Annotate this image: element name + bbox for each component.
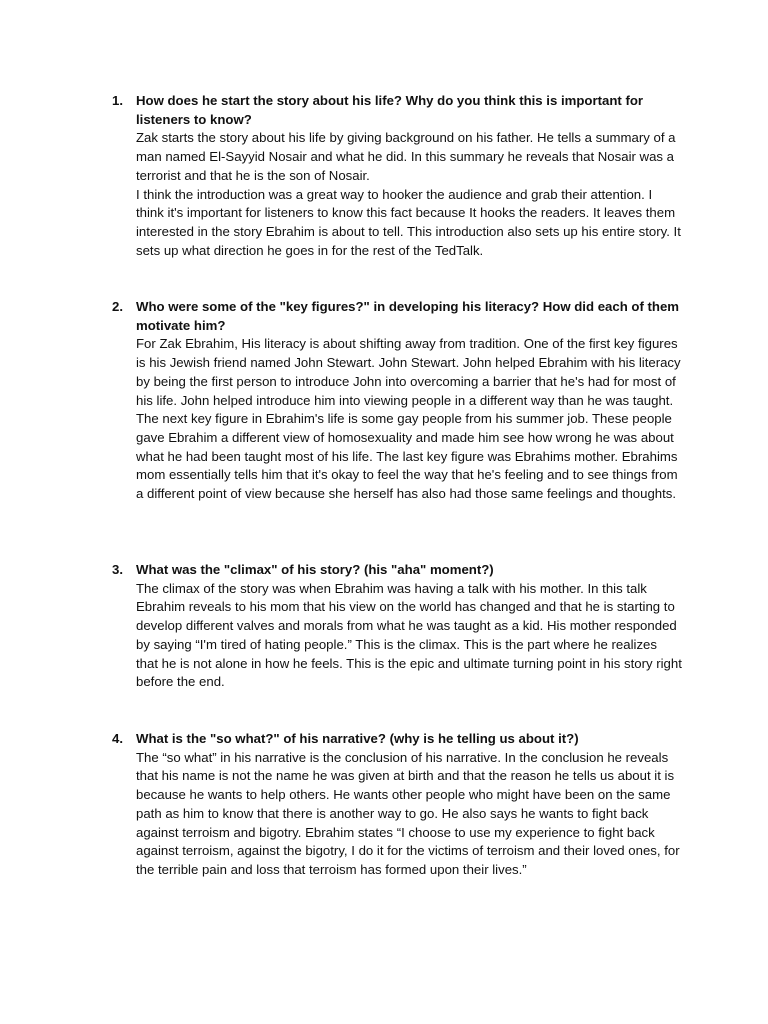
- answer-paragraph: For Zak Ebrahim, His literacy is about shifting away from tradition. One of the first key figures is his Jewish friend named John Stewart. John Stewart. John helped Ebrahim with his literacy by being the first person to introduce John into overcoming a barrier that he's had for most of his life. John helped introduce him into viewing people in a different way than he was taught. The next key figure in Ebrahim's life is some gay people from his summer job. These people gave Ebrahim a different view of homosexuality and made him see how wrong he was about what he had been taught most of his life. The last key figure was Ebrahims mother. Ebrahims mom essentially tells him that it's okay to feel the way that he's feeling and to see things from a different point of view because she herself has also had those same feelings and thoughts.: [136, 336, 681, 502]
- qa-body: [136, 298, 682, 504]
- item-number: 1.: [112, 93, 123, 108]
- qa-body: [136, 92, 682, 260]
- question-text: What is the "so what?" of his narrative? (why is he telling us about it?): [136, 731, 579, 746]
- qa-item-1: [112, 92, 682, 260]
- question-text: What was the "climax" of his story? (his "aha" moment?): [136, 562, 494, 577]
- answer-paragraph: I think the introduction was a great way to hooker the audience and grab their attention. I think it's important for listeners to know this fact because It hooks the readers. It leaves them interested in the story Ebrahim is about to tell. This introduction also sets up his entire story. It sets up what direction he goes in for the rest of the TedTalk.: [136, 186, 681, 258]
- answer-paragraph: The “so what” in his narrative is the conclusion of his narrative. In the conclusion he reveals that his name is not the name he was given at birth and that the reason he tells us about it is because he wants to help others. He wants other people who might have been on the same path as him to know that there is another way to go. He also says he wants to fight back against terroism and bigotry. Ebrahim states “I choose to use my experience to fight back against terroism, against the bigotry, I do it for the victims of terroism and their loved ones, for the terrible pain and loss that terroism has formed upon their lives.”: [136, 749, 680, 877]
- answer-paragraph: Zak starts the story about his life by giving background on his father. He tells a summary of a man named El-Sayyid Nosair and what he did. In this summary he reveals that Nosair was a terrorist and that he is the son of Nosair.: [136, 130, 676, 183]
- qa-item-3: [112, 561, 682, 692]
- answer-paragraph: The climax of the story was when Ebrahim was having a talk with his mother. In this talk Ebrahim reveals to his mom that his view on the world has changed and that he is starting to develop different valves and morals from what he was taught as a kid. His mother responded by saying “I'm tired of hating people.” This is the climax. This is the part where he realizes that he is not alone in how he feels. This is the epic and ultimate turning point in his story right before the end.: [136, 580, 682, 690]
- question-text: Who were some of the "key figures?" in developing his literacy? How did each of them motivate him?: [136, 299, 680, 333]
- item-number: 3.: [112, 562, 123, 577]
- item-number: 2.: [112, 299, 123, 314]
- qa-item-2: [112, 298, 682, 504]
- item-number: 4.: [112, 731, 123, 746]
- qa-item-4: [112, 730, 682, 880]
- qa-body: [136, 730, 682, 880]
- question-text: How does he start the story about his life? Why do you think this is important for listeners to know?: [136, 93, 644, 127]
- qa-body: [136, 561, 682, 692]
